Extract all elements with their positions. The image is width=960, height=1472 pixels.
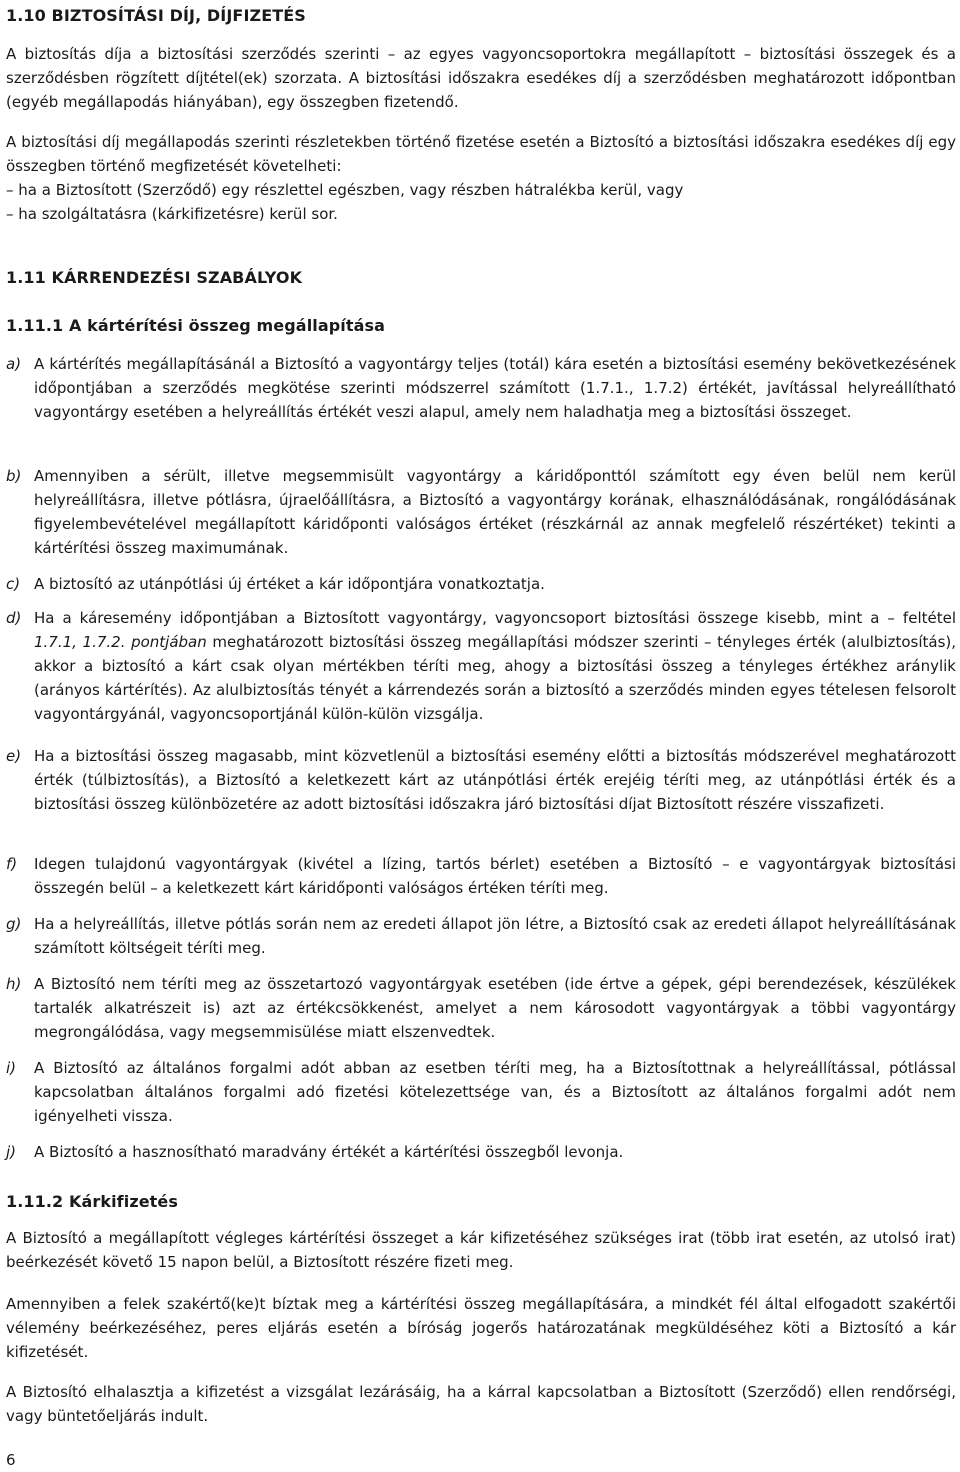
page-number: 6 [6, 1451, 16, 1469]
item-text: Idegen tulajdonú vagyontárgyak (kivétel a lízing, tartós bérlet) esetében a Biztosító – e vagyontárgyak biztosítási összegén belül – a keletkezett kárt káridőponti valóságos értéken téríti meg. [34, 855, 956, 897]
list-item-b [6, 464, 956, 560]
dash-item-1: – ha a Biztosított (Szerződő) egy részlettel egészben, vagy részben hátralékba kerül, vagy [6, 181, 684, 199]
list-item-f [6, 852, 956, 900]
section-1-11-1-title: 1.11.1 A kártérítési összeg megállapítása [6, 316, 386, 335]
item-text: A Biztosító nem téríti meg az összetartozó vagyontárgyak esetében (ide értve a gépek, gépi berendezések, készülékek tartalék alkatrészeit is) azt az értékcsökkenést, amelyet a nem károsodott vagyontárgyak a többi vagyontárgy megrongálódása, vagy megsemmisülése miatt elszenvedtek. [34, 975, 956, 1041]
section-1-11-2-para-3: A Biztosító elhalasztja a kifizetést a vizsgálat lezárásáig, ha a kárral kapcsolatban a Biztosított (Szerződő) ellen rendőrségi, vagy büntetőeljárás indult. [6, 1383, 956, 1425]
item-label: b) [6, 467, 22, 485]
list-item-e [6, 744, 956, 816]
item-label: c) [6, 575, 21, 593]
section-1-10-para-2: A biztosítási díj megállapodás szerinti részletekben történő fizetése esetén a Biztosító a biztosítási időszakra esedékes díj egy összegben történő megfizetését követelheti: – ha a Biztosított (Szerződő) egy részlettel egészben, vagy részben hátralékba kerül, vagy – ha szolgáltatásra (kárkifizetésre) kerül sor. [6, 130, 956, 226]
section-1-11-2-para-1: A Biztosító a megállapított végleges kártérítési összeget a kár kifizetéséhez szükséges irat (több irat esetén, az utolsó irat) beérkezését követő 15 napon belül, a Biztosított részére fizeti meg. [6, 1229, 956, 1271]
section-1-11-2-title: 1.11.2 Kárkifizetés [6, 1192, 179, 1211]
item-label: j) [6, 1143, 17, 1161]
section-1-11-2-para-2: Amennyiben a felek szakértő(ke)t bíztak meg a kártérítési összeg megállapítására, a mindkét fél által elfogadott szakértői vélemény beérkezéséhez, peres eljárás esetén a bíróság jogerős határozatának megküldéséhez köti a Biztosító a kár kifizetését. [6, 1295, 956, 1361]
item-label: f) [6, 855, 18, 873]
item-text: A Biztosító az általános forgalmi adót abban az esetben téríti meg, ha a Biztosítottnak a helyreállítással, pótlással kapcsolatban általános forgalmi adó fizetési kötelezettsége van, és a Biztosított az általános forgalmi adót nem igényelheti vissza. [34, 1059, 956, 1125]
item-text: Ha a helyreállítás, illetve pótlás során nem az eredeti állapot jön létre, a Biztosító csak az eredeti állapot helyreállításának számított költségeit téríti meg. [34, 915, 956, 957]
section-1-10-para-1: A biztosítás díja a biztosítási szerződés szerinti – az egyes vagyoncsoportokra megállapított – biztosítási összegek és a szerződésben rögzített díjtétel(ek) szorzata. A biztosítási időszakra esedékes díj a szerződésben meghatározott időpontban (egyéb megállapodás hiányában), egy összegben fizetendő. [6, 45, 956, 111]
item-label: e) [6, 747, 22, 765]
item-label: g) [6, 915, 22, 933]
item-text: A biztosító az utánpótlási új értéket a kár időpontjára vonatkoztatja. [34, 575, 545, 593]
item-text: Amennyiben a sérült, illetve megsemmisült vagyontárgy a káridőponttól számított egy éven belül nem kerül helyreállításra, illetve pótlásra, újraelőállításra, a Biztosító a vagyontárgy korának, elhasználódásának, rongálódásának figyelembevételével megállapított káridőponti valóságos értéket (részkárnál az annak megfelelő részértéket) tekinti a kártérítési összeg maximumának. [34, 467, 956, 557]
list-item-g [6, 912, 956, 960]
item-label: a) [6, 355, 22, 373]
item-label: h) [6, 975, 22, 993]
list-item-h [6, 972, 956, 1044]
list-item-c [6, 572, 956, 596]
item-text: A kártérítés megállapításánál a Biztosító a vagyontárgy teljes (totál) kára esetén a biztosítási esemény bekövetkezésének időpontjában a szerződés megkötése szerinti módszerrel számított (1.7.1., 1.7.2) értékét, javítással helyreállítható vagyontárgy esetében a helyreállítás értékét veszi alapul, amely nem haladhatja meg a biztosítási összeget. [34, 355, 956, 421]
item-text: Ha a káresemény időpontjában a Biztosított vagyontárgy, vagyoncsoport biztosítási összege kisebb, mint a – feltétel 1.7.1, 1.7.2. pontjában meghatározott biztosítási összeg megállapítási módszer szerinti – tényleges érték (alulbiztosítás), akkor a biztosító a kárt csak olyan mértékben téríti meg, ahogy a biztosítási összeg a tényleges értékhez aránylik (arányos kártérítés). Az alulbiztosítás tényét a kárrendezés során a biztosító a szerződés minden egyes tételesen felsorolt vagyontárgyánál, vagyoncsoportjánál külön-külön vizsgálja. [34, 609, 956, 723]
item-label: d) [6, 609, 22, 627]
list-item-a [6, 352, 956, 424]
section-1-11-title: 1.11 KÁRRENDEZÉSI SZABÁLYOK [6, 268, 303, 287]
list-item-i [6, 1056, 956, 1128]
section-1-10-title: 1.10 BIZTOSÍTÁSI DÍJ, DÍJFIZETÉS [6, 6, 306, 25]
item-reference: 1.7.1, 1.7.2. pontjában [34, 633, 207, 651]
list-item-d [6, 606, 956, 726]
item-text: Ha a biztosítási összeg magasabb, mint közvetlenül a biztosítási esemény előtti a biztosítás módszerével meghatározott érték (túlbiztosítás), a Biztosító a keletkezett kárt az utánpótlási érték erejéig téríti meg, az utánpótlási érték és a biztosítási összeg különbözetére az adott biztosítási időszakra járó biztosítási díjat Biztosított részére visszafizeti. [34, 747, 956, 813]
item-label: i) [6, 1059, 17, 1077]
dash-item-2: – ha szolgáltatásra (kárkifizetésre) kerül sor. [6, 205, 338, 223]
item-text: A Biztosító a hasznosítható maradvány értékét a kártérítési összegből levonja. [34, 1143, 624, 1161]
list-item-j [6, 1140, 956, 1164]
